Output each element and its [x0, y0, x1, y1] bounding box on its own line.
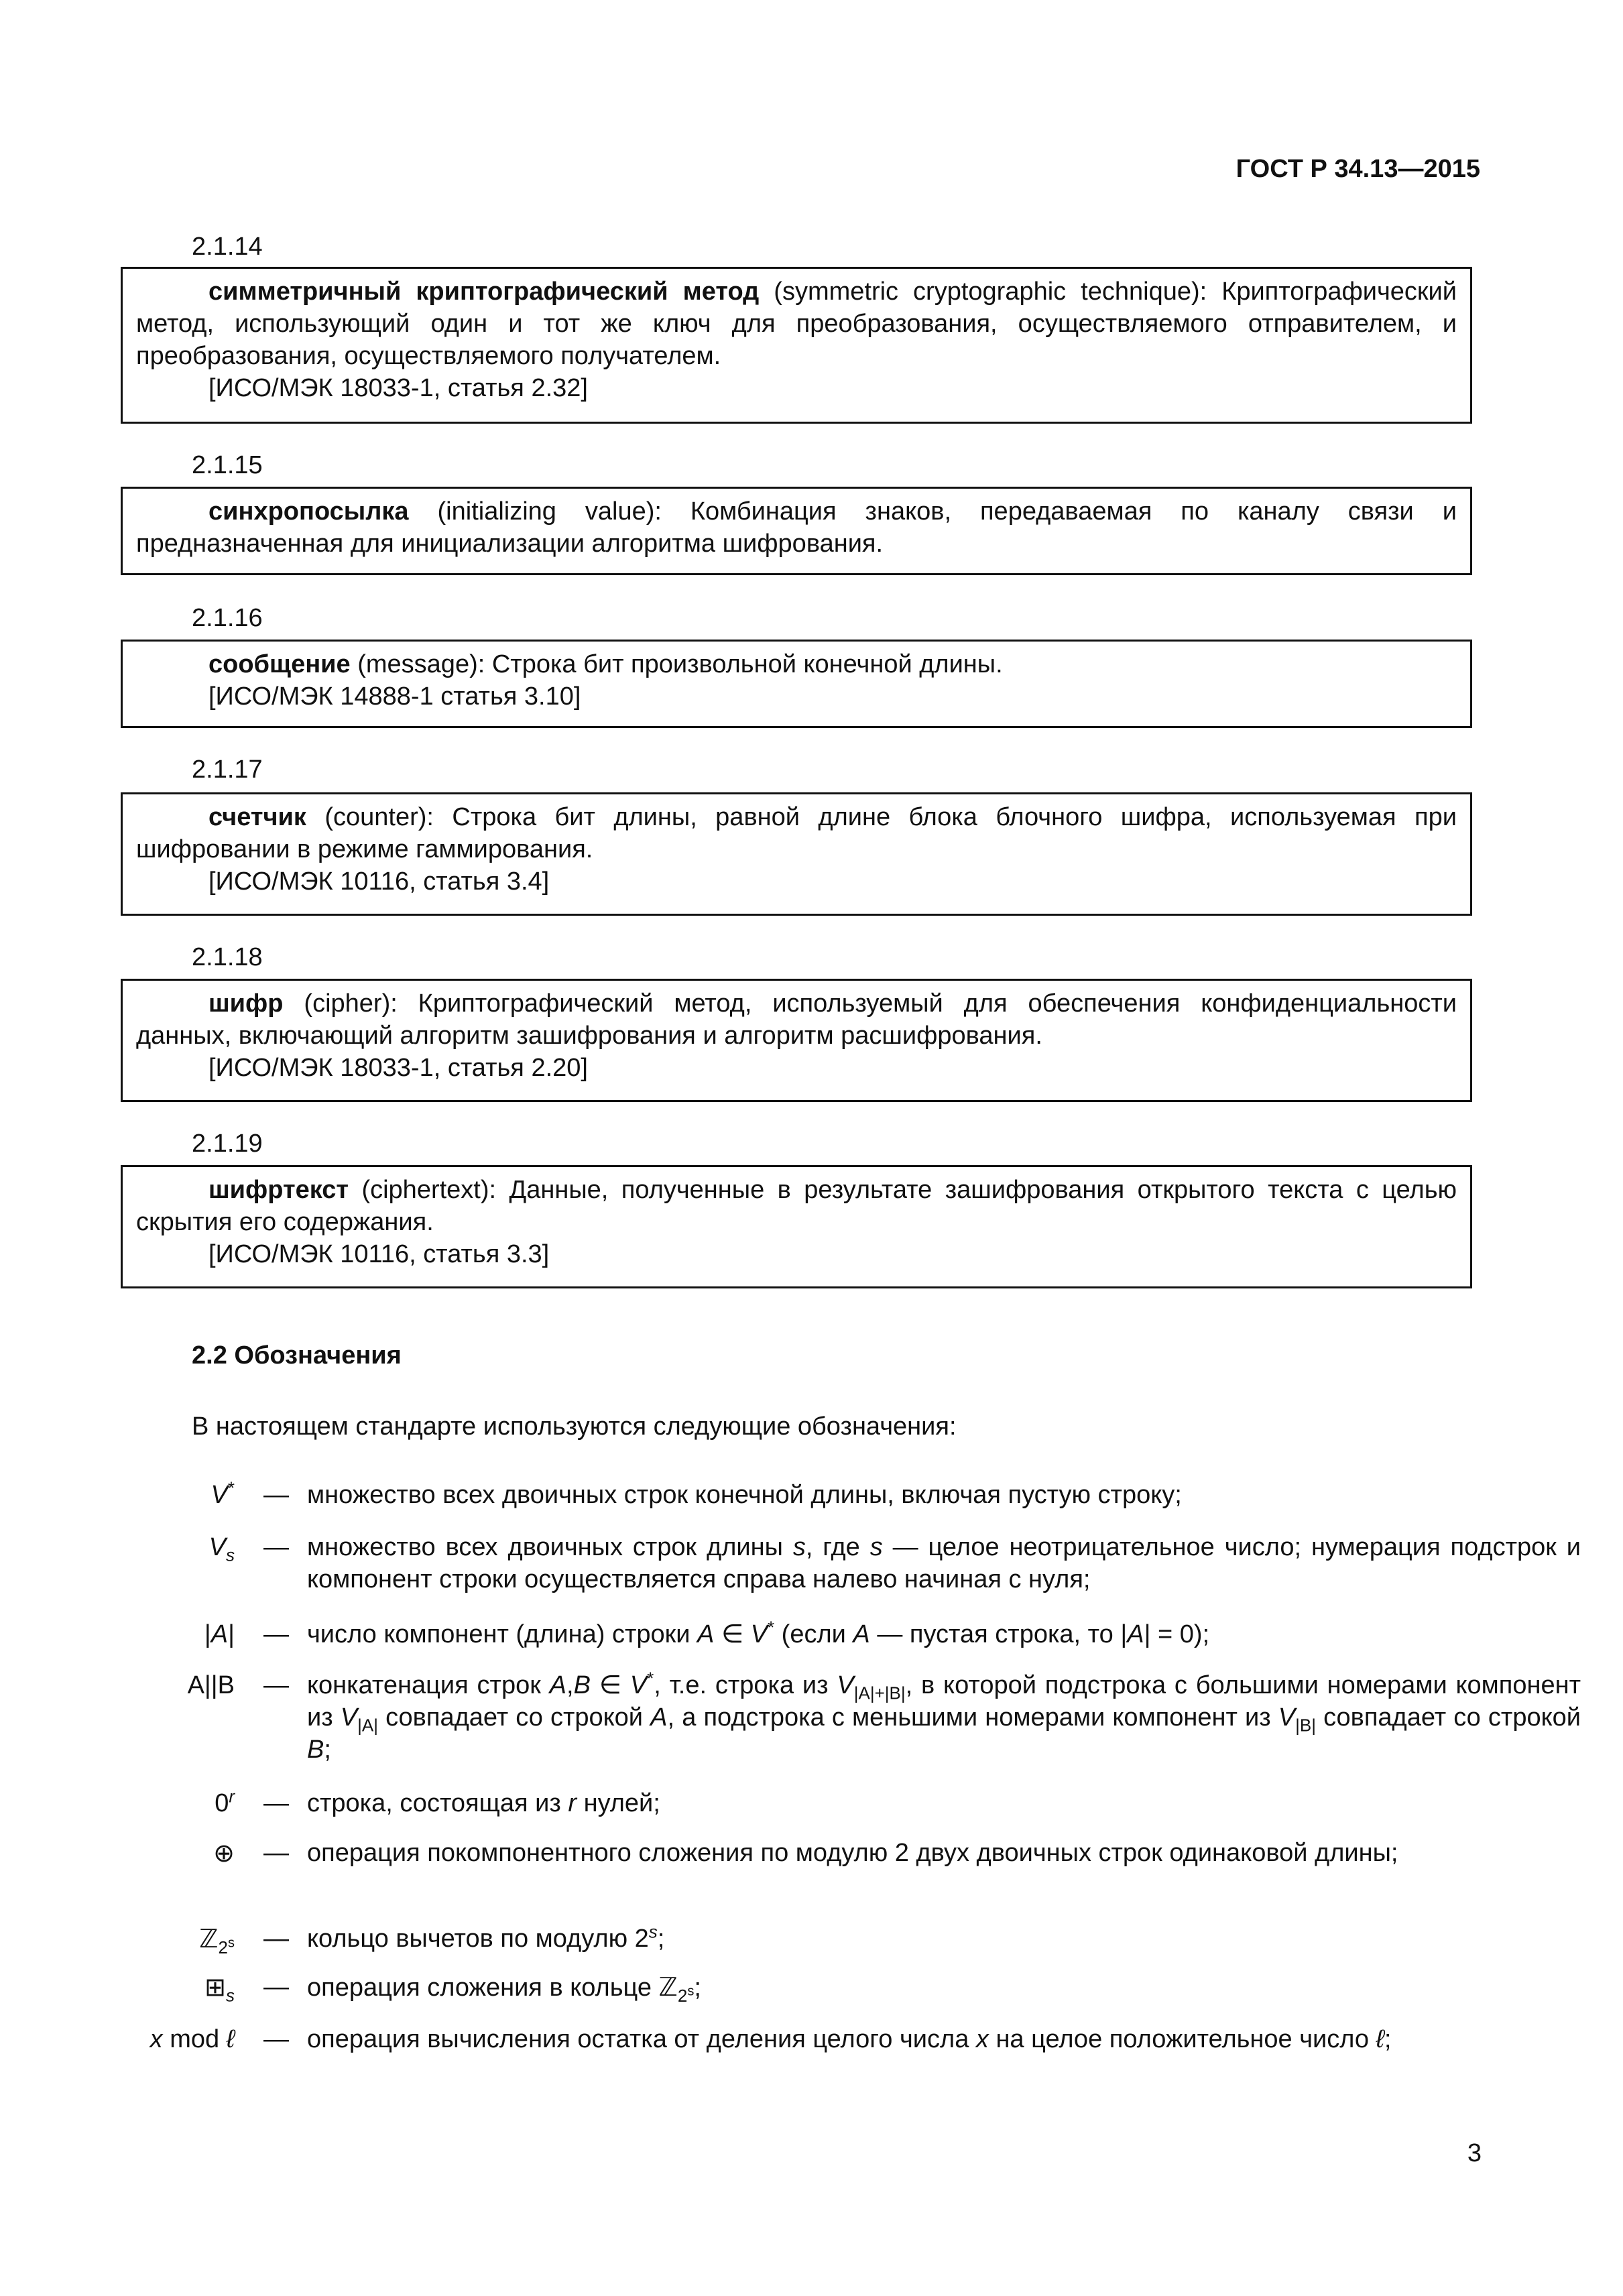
xor-symbol: ⊕ [213, 1838, 235, 1868]
term-name: сообщение [208, 650, 351, 678]
term-number: 2.1.16 [192, 604, 263, 632]
term-description: (counter): Строка бит длины, равной длине блока блочного шифра, используемая при шифровании в режиме гаммирования. [136, 803, 1457, 863]
dash: — [263, 1620, 289, 1648]
term-description: (message): Строка бит произвольной конечной длины. [350, 650, 1003, 678]
term-reference: [ИСО/МЭК 14888-1 статья 3.10] [208, 682, 581, 711]
term-definition-box [121, 1165, 1472, 1288]
section-title: 2.2 Обозначения [192, 1341, 402, 1370]
dash: — [263, 1925, 289, 1953]
symbol: $⊞_s$ [204, 1972, 235, 2006]
dash: — [263, 1481, 289, 1509]
symbol: x mod ℓ [149, 2025, 235, 2053]
term-number: 2.1.15 [192, 451, 263, 479]
term-number: 2.1.19 [192, 1130, 263, 1158]
term-definition-box [121, 792, 1472, 916]
term-definition [136, 987, 1457, 1052]
term-reference: [ИСО/МЭК 10116, статья 3.3] [208, 1240, 550, 1268]
symbol-description: множество всех двоичных строк длины s, где s — целое неотрицательное число; нумерация подстрок и компонент строки осуществляется справа налево начиная с нуля; [307, 1533, 1581, 1593]
dash: — [263, 1789, 289, 1817]
symbol-description: строка, состоящая из r нулей; [307, 1789, 660, 1817]
term-reference: [ИСО/МЭК 10116, статья 3.4] [208, 867, 550, 896]
symbol: ℤ$_{2^s}$ [199, 1924, 235, 1957]
term-definition-box [121, 979, 1472, 1102]
term-definition [136, 648, 1457, 680]
section-intro: В настоящем стандарте используются следующие обозначения: [192, 1412, 957, 1441]
dash: — [263, 1533, 289, 1561]
dash: — [263, 1671, 289, 1699]
term-description: (cipher): Криптографический метод, используемый для обеспечения конфиденциальности данных, включающий алгоритм зашифрования и алгоритм расшифрования. [136, 989, 1457, 1050]
term-definition [136, 1174, 1457, 1238]
symbol-description: операция сложения в кольце ℤ$_{2^s}$; [307, 1972, 701, 2006]
term-definition-box [121, 640, 1472, 728]
term-reference: [ИСО/МЭК 18033-1, статья 2.20] [208, 1054, 588, 1082]
term-number: 2.1.18 [192, 943, 263, 971]
symbol: |A| [204, 1620, 235, 1648]
term-definition-box [121, 267, 1472, 424]
term-name: счетчик [208, 803, 306, 831]
symbol-description: операция покомпонентного сложения по модулю 2 двух двоичных строк одинаковой длины; [307, 1839, 1398, 1867]
page-number: 3 [1467, 2139, 1482, 2167]
symbol: V* [211, 1477, 235, 1509]
term-definition-box [121, 487, 1472, 575]
symbol-description: конкатенация строк A,B ∈ V*, т.е. строка из $V_{|A|+|B|}$, в которой подстрока с большими номерами компонент из $V_{|A|}$ совпадает со строкой A, а подстрока с меньшими номерами компонент из $V_{|B|}$ совпадает со строкой B; [307, 1668, 1581, 1764]
term-number: 2.1.14 [192, 233, 263, 261]
symbol-description: число компонент (длина) строки A ∈ V* (если A — пустая строка, то |A| = 0); [307, 1617, 1210, 1648]
document-id-header: ГОСТ Р 34.13—2015 [1236, 155, 1480, 183]
term-description: (symmetric cryptographic technique): Криптографический метод, использующий один и тот же ключ для преобразования, осуществляемого отправителем, и преобразования, осуществляемого получателем. [136, 278, 1457, 370]
term-name: синхропосылка [208, 497, 409, 526]
dash: — [263, 1973, 289, 2001]
symbol-description: операция вычисления остатка от деления целого числа x на целое положительное число ℓ; [307, 2025, 1392, 2053]
symbol-description: кольцо вычетов по модулю 2$^s$; [307, 1921, 665, 1953]
term-description: (ciphertext): Данные, полученные в результате зашифрования открытого текста с целью скрытия его содержания. [136, 1176, 1457, 1236]
term-definition [136, 801, 1457, 865]
term-definition [136, 276, 1457, 372]
symbol: $V_s$ [208, 1533, 235, 1565]
term-reference: [ИСО/МЭК 18033-1, статья 2.32] [208, 374, 588, 402]
dash: — [263, 1839, 289, 1867]
symbol-description: множество всех двоичных строк конечной длины, включая пустую строку; [307, 1481, 1182, 1509]
symbol: A||B [187, 1671, 235, 1699]
term-name: шифр [208, 989, 284, 1018]
term-definition [136, 495, 1457, 560]
term-name: симметричный криптографический метод [208, 278, 760, 306]
term-number: 2.1.17 [192, 756, 263, 784]
term-name: шифртекст [208, 1176, 349, 1204]
symbol: 0$^r$ [215, 1786, 235, 1817]
dash: — [263, 2025, 289, 2053]
term-description: (initializing value): Комбинация знаков, передаваемая по каналу связи и предназначенная для инициализации алгоритма шифрования. [136, 497, 1457, 558]
